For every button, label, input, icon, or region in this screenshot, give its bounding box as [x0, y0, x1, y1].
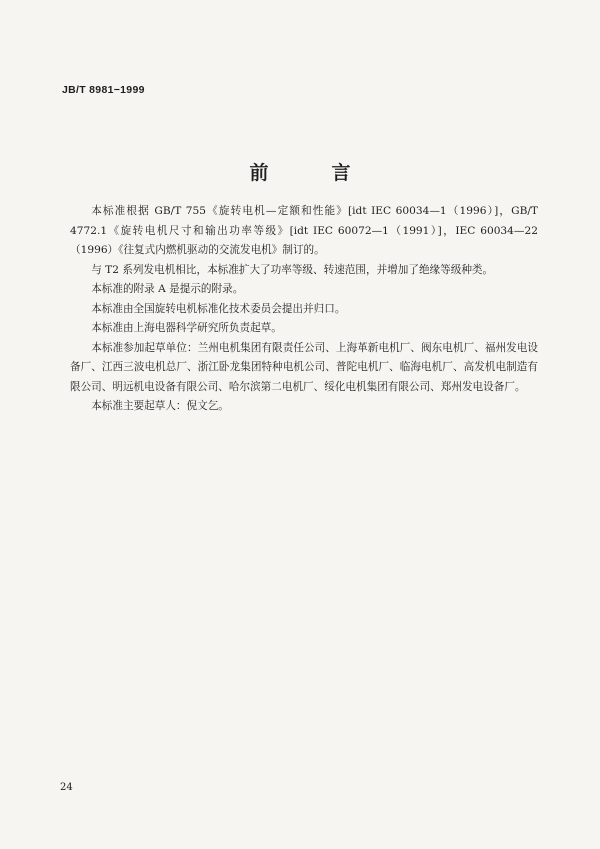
- foreword-body: [70, 202, 538, 417]
- standard-code: JB/T 8981−1999: [62, 84, 145, 96]
- paragraph-basis: 本标准根据 GB/T 755《旋转电机—定额和性能》[idt IEC 60034—1（1996）]，GB/T 4772.1《旋转电机尺寸和输出功率等级》[idt IEC 60072—1（1991）]，IEC 60034—22（1996）《往复式内燃机驱动的交流发电机》制订的。: [70, 205, 538, 256]
- page-number: 24: [60, 782, 73, 793]
- paragraph-appendix: 本标准的附录 A 是提示的附录。: [91, 283, 244, 295]
- paragraph-participants: 本标准参加起草单位：兰州电机集团有限责任公司、上海革新电机厂、阀东电机厂、福州发电设备厂、江西三波电机总厂、浙江卧龙集团特种电机公司、普陀电机厂、临海电机厂、高发机电制造有限公司、明远机电设备有限公司、哈尔滨第二电机厂、绥化电机集团有限公司、郑州发电设备厂。: [70, 341, 538, 393]
- paragraph-comparison: 与 T2 系列发电机相比，本标准扩大了功率等级、转速范围，并增加了绝缘等级种类。: [91, 263, 494, 276]
- paragraph-drafter: 本标准由上海电器科学研究所负责起草。: [91, 322, 282, 334]
- paragraph-proposer: 本标准由全国旋转电机标准化技术委员会提出并归口。: [91, 302, 346, 315]
- page-title: 前 言: [249, 162, 373, 184]
- paragraph-main-drafters: 本标准主要起草人：倪文乞。: [91, 400, 229, 412]
